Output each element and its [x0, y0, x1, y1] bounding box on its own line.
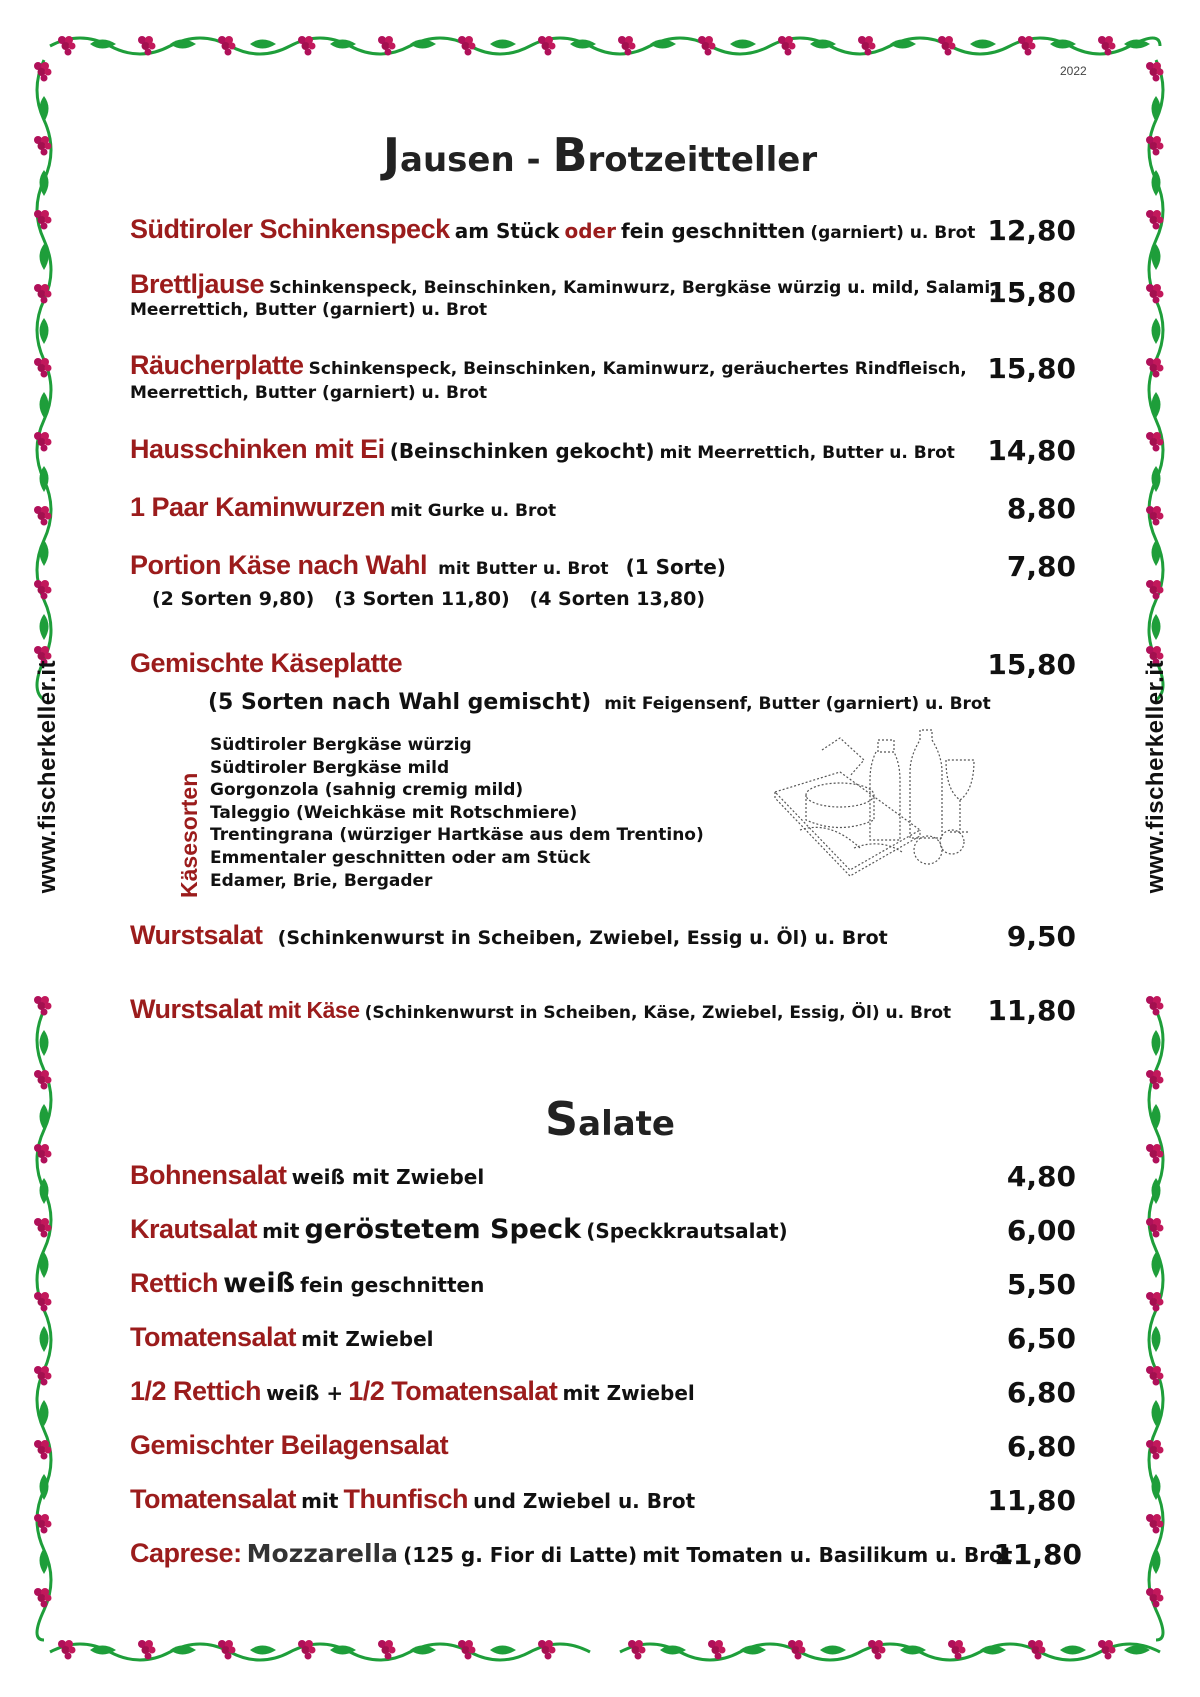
item-name: Räucherplatte	[130, 350, 304, 380]
item-price: 11,80	[993, 1538, 1082, 1571]
list-item: Gorgonzola (sahnig cremig mild)	[210, 780, 524, 801]
menu-item-raeucherplatte	[130, 350, 1080, 403]
list-item: Trentingrana (würziger Hartkäse aus dem Trentino)	[210, 825, 704, 846]
item-name: Tomatensalat	[130, 1484, 297, 1514]
item-desc: und Zwiebel u. Brot	[473, 1489, 696, 1513]
item-desc: fein geschnitten	[300, 1273, 485, 1297]
item-price: 11,80	[987, 1484, 1076, 1517]
item-price: 6,80	[1006, 1430, 1076, 1463]
menu-item-brettljause	[130, 269, 1080, 320]
item-name: Krautsalat	[130, 1214, 258, 1244]
menu-item-krautsalat	[130, 1214, 1080, 1245]
item-name: Portion Käse nach Wahl	[130, 550, 428, 580]
item-price: 5,50	[1006, 1268, 1076, 1301]
kaesesorten-label: Käsesorten	[176, 772, 202, 898]
item-name: Südtiroler Schinkenspeck	[130, 214, 450, 244]
menu-item-wurstsalat	[130, 920, 1080, 951]
item-name: Gemischter Beilagensalat	[130, 1430, 449, 1460]
item-name: Wurstsalat	[130, 994, 263, 1024]
menu-item-rettich	[130, 1268, 1080, 1299]
item-name: Gemischte Käseplatte	[130, 648, 403, 678]
cheese-wine-illustration	[770, 720, 980, 900]
item-desc: (1 Sorte)	[625, 555, 726, 579]
item-desc: (125 g. Fior di Latte)	[403, 1543, 638, 1567]
menu-item-schinkenspeck	[130, 214, 1080, 245]
menu-item-wurstsalat-kaese	[130, 994, 1080, 1025]
menu-item-thunfisch	[130, 1484, 1080, 1515]
item-name: 1/2 Tomatensalat	[348, 1376, 558, 1406]
item-desc: Mozzarella	[246, 1539, 398, 1568]
item-price: 9,50	[1006, 920, 1076, 953]
item-desc: Schinkenspeck, Beinschinken, Kaminwurz, Bergkäse würzig u. mild, Salami,	[269, 278, 997, 298]
item-price: 15,80	[987, 352, 1076, 385]
item-price: 12,80	[987, 214, 1076, 247]
item-price: 6,80	[1006, 1376, 1076, 1409]
item-price: 11,80	[987, 994, 1076, 1027]
menu-item-caprese	[130, 1538, 1080, 1569]
menu-item-kaeseplatte	[130, 648, 1080, 679]
item-desc: (Speckkrautsalat)	[586, 1219, 788, 1243]
item-desc: mit Gurke u. Brot	[390, 501, 557, 521]
list-item: Edamer, Brie, Bergader	[210, 870, 433, 891]
item-desc: mit Feigensenf, Butter (garniert) u. Brot	[604, 694, 991, 714]
item-price: 7,80	[1006, 550, 1076, 583]
item-desc: geröstetem Speck	[304, 1214, 582, 1245]
side-url-right: www.fischerkeller.it	[1142, 660, 1169, 894]
item-name: mit Käse	[267, 997, 360, 1023]
item-price: 6,00	[1006, 1214, 1076, 1247]
item-desc: weiß +	[266, 1381, 344, 1405]
item-price: 6,50	[1006, 1322, 1076, 1355]
item-desc: mit Tomaten u. Basilikum u. Brot	[642, 1543, 1013, 1567]
item-desc: fein geschnitten	[621, 219, 806, 243]
side-url-left: www.fischerkeller.it	[34, 660, 61, 894]
item-desc: mit Butter u. Brot	[438, 559, 609, 579]
item-name: 1 Paar Kaminwurzen	[130, 492, 386, 522]
item-name: Caprese:	[130, 1538, 242, 1568]
menu-item-rettich-tomaten	[130, 1376, 1080, 1407]
list-item: Emmentaler geschnitten oder am Stück	[210, 847, 591, 868]
item-desc: mit	[262, 1219, 300, 1243]
item-desc: (garniert) u. Brot	[810, 223, 976, 243]
item-name: 1/2 Rettich	[130, 1376, 262, 1406]
item-desc: mit Zwiebel	[301, 1327, 434, 1351]
item-price: 15,80	[987, 648, 1076, 681]
item-name: Brettljause	[130, 269, 265, 299]
item-desc-kaese-options: (2 Sorten 9,80) (3 Sorten 11,80) (4 Sorten 13,80)	[152, 588, 706, 610]
menu-item-kaese-portion	[130, 550, 1080, 581]
item-desc: (5 Sorten nach Wahl gemischt)	[208, 690, 592, 715]
list-item: Südtiroler Bergkäse würzig	[210, 735, 472, 755]
menu-item-tomatensalat	[130, 1322, 1080, 1353]
item-desc: (Beinschinken gekocht)	[389, 439, 655, 463]
item-name: Hausschinken mit Ei	[130, 434, 385, 464]
item-desc: weiß	[223, 1268, 296, 1299]
list-item: Taleggio (Weichkäse mit Rotschmiere)	[210, 802, 578, 823]
item-name: Rettich	[130, 1268, 219, 1298]
item-name: Bohnensalat	[130, 1160, 287, 1190]
item-desc: oder	[564, 219, 616, 243]
item-name: Thunfisch	[343, 1484, 468, 1514]
menu-item-bohnensalat	[130, 1160, 1080, 1191]
item-price: 4,80	[1006, 1160, 1076, 1193]
section-heading-jausen: Jausen - Brotzeitteller	[382, 128, 818, 182]
item-desc: Schinkenspeck, Beinschinken, Kaminwurz, geräuchertes Rindfleisch,	[308, 359, 967, 379]
section-heading-salate: Salate	[545, 1092, 675, 1146]
item-name: Tomatensalat	[130, 1322, 297, 1352]
item-desc: mit Zwiebel	[562, 1381, 695, 1405]
item-desc: mit	[301, 1489, 339, 1513]
item-desc: weiß mit Zwiebel	[291, 1165, 485, 1189]
kaesesorten-list	[210, 734, 704, 892]
list-item: Südtiroler Bergkäse mild	[210, 757, 450, 778]
item-price: 8,80	[1006, 492, 1076, 525]
item-desc: (Schinkenwurst in Scheiben, Zwiebel, Essig u. Öl) u. Brot	[277, 927, 888, 949]
item-desc: Meerrettich, Butter (garniert) u. Brot	[130, 383, 488, 403]
item-desc: (Schinkenwurst in Scheiben, Käse, Zwiebel, Essig, Öl) u. Brot	[364, 1003, 952, 1023]
menu-item-hausschinken	[130, 434, 1080, 465]
item-desc: am Stück	[454, 219, 560, 243]
item-name: Wurstsalat	[130, 920, 263, 950]
year-label: 2022	[1060, 64, 1087, 78]
menu-item-beilagensalat	[130, 1430, 1080, 1461]
menu-item-kaminwurzen	[130, 492, 1080, 523]
item-price: 14,80	[987, 434, 1076, 467]
kaeseplatte-desc	[208, 690, 991, 715]
item-desc: Meerrettich, Butter (garniert) u. Brot	[130, 300, 488, 320]
item-price: 15,80	[987, 276, 1076, 309]
item-desc: mit Meerrettich, Butter u. Brot	[659, 443, 955, 463]
